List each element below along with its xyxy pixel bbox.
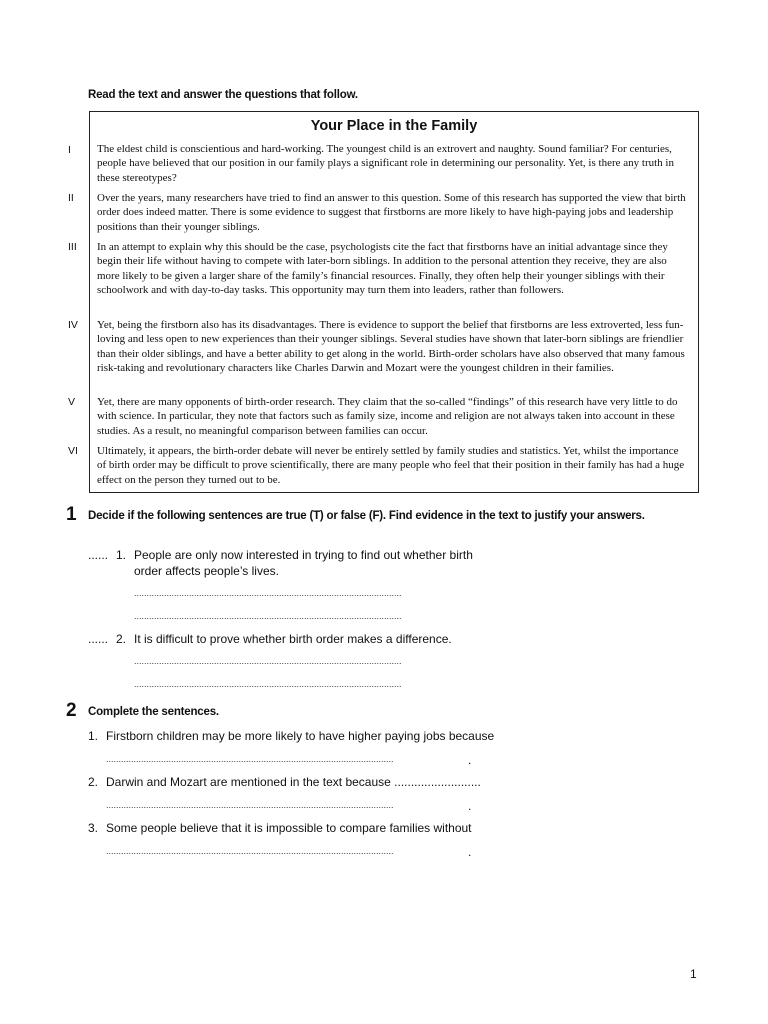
end-mark: . — [468, 799, 472, 813]
answer-line[interactable]: ........................................................................................................... — [134, 588, 402, 598]
paragraph-numeral: III — [68, 241, 77, 253]
end-mark: . — [468, 753, 472, 767]
paragraph-text: Yet, being the firstborn also has its disadvantages. There is evidence to support the belief that firstborns are less extroverted, less fun-loving and less open to new experiences than their younger siblings. Several studies have shown that later-born siblings are friendlier than their older siblings, and have a better ability to get along in the world. Birth-order scholars have also observed that many famous risk-taking and revolutionary characters like Charles Darwin and Mozart were the youngest children in their families. — [97, 319, 685, 375]
answer-line[interactable]: ................................................................................................................... — [106, 754, 394, 764]
paragraph-numeral: V — [68, 396, 76, 408]
paragraph-numeral: II — [68, 192, 74, 204]
question-number: 2. — [88, 775, 99, 789]
paragraph-numeral: IV — [68, 319, 78, 331]
question-number: 3. — [88, 821, 99, 835]
answer-blank[interactable]: ...... — [88, 632, 109, 646]
passage-title: Your Place in the Family — [310, 118, 478, 134]
question-text: order affects people’s lives. — [134, 564, 279, 578]
paragraph-text: In an attempt to explain why this should be the case, psychologists cite the fact that firstborns have an initial advantage since they begin their life without having to compete with later-born siblings. In addition to the personal attention they receive, they are also more likely to be given a larger share of the family’s financial resources. Finally, they often help their younger siblings with their schoolwork and with day-to-day tasks. This opportunity may turn them into leaders, rather than followers. — [97, 241, 668, 297]
paragraph-text: Yet, there are many opponents of birth-order research. They claim that the so-called “findings” of this research have very little to do with science. In particular, they note that factors such as family size, income and religion are not always taken into account in these studies. As a result, no meaningful comparison between families can occur. — [97, 396, 678, 437]
section-heading: Complete the sentences. — [88, 706, 219, 718]
question-text: It is difficult to prove whether birth order makes a difference. — [134, 632, 452, 646]
question-number: 1. — [116, 548, 127, 562]
question-number: 1. — [88, 729, 99, 743]
paragraph-numeral: I — [68, 144, 71, 156]
answer-line[interactable]: ........................................................................................................... — [134, 679, 402, 689]
question-text: Some people believe that it is impossible to compare families without — [106, 821, 472, 835]
paragraph-text: The eldest child is conscientious and hard-working. The youngest child is an extrovert and naughty. Sound familiar? For centuries, people have believed that our position in our family plays a significant role in determining our personality. Yet, is there any truth in these stereotypes? — [97, 143, 674, 184]
section-number: 2 — [66, 700, 77, 721]
paragraph-text: Over the years, many researchers have tried to find an answer to this question. Some of this research has supported the view that birth order does indeed matter. There is some evidence to suggest that firstborns are more likely to have high-paying jobs and leadership positions than their younger siblings. — [97, 192, 686, 233]
answer-line[interactable]: ........................................................................................................... — [134, 656, 402, 666]
question-text: Darwin and Mozart are mentioned in the text because .......................... — [106, 775, 481, 789]
section-heading: Decide if the following sentences are true (T) or false (F). Find evidence in the text to justify your answers. — [88, 510, 645, 522]
answer-line[interactable]: ................................................................................................................... — [106, 800, 394, 810]
page-number: 1 — [690, 967, 697, 981]
question-text: People are only now interested in trying to find out whether birth — [134, 548, 473, 562]
paragraph-text: Ultimately, it appears, the birth-order debate will never be entirely settled by family studies and statistics. Yet, whilst the importance of birth order may be difficult to prove scientifically, there are many people who feel that their position in their family has had a huge effect on the person they turned out to be. — [97, 445, 685, 486]
answer-blank[interactable]: ...... — [88, 548, 109, 562]
reading-instruction: Read the text and answer the questions that follow. — [88, 89, 358, 101]
question-number: 2. — [116, 632, 127, 646]
paragraph-numeral: VI — [68, 445, 78, 457]
answer-line[interactable]: ................................................................................................................... — [106, 846, 394, 856]
section-number: 1 — [66, 504, 77, 525]
answer-line[interactable]: ........................................................................................................... — [134, 611, 402, 621]
question-text: Firstborn children may be more likely to have higher paying jobs because — [106, 729, 495, 743]
end-mark: . — [468, 845, 472, 859]
